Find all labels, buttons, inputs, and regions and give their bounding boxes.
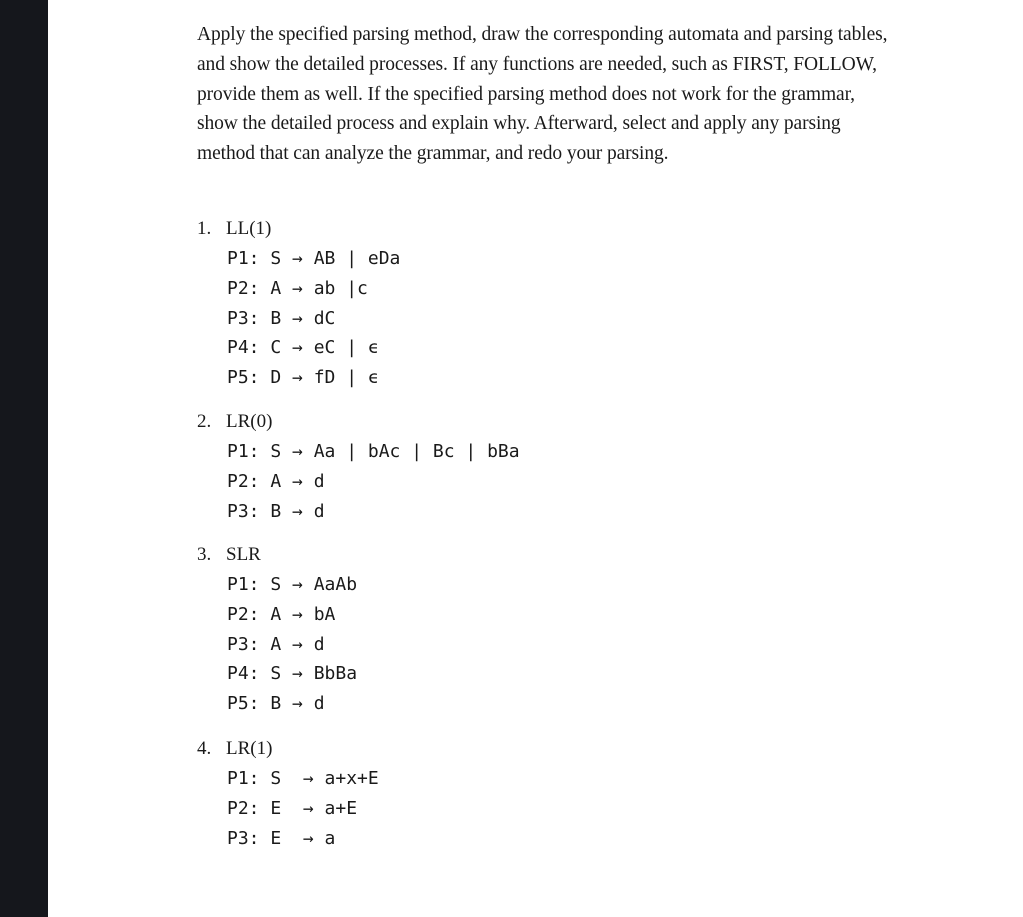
grammar-rule: P3: B → d — [227, 500, 325, 522]
grammar-rule: P2: E → a+E — [227, 797, 358, 819]
problem-heading — [197, 407, 520, 437]
problem-method: SLR — [226, 544, 261, 565]
grammar-rule: P5: B → d — [227, 693, 325, 715]
problem-ll1 — [197, 214, 400, 393]
problem-heading — [197, 540, 357, 570]
grammar-rule: P1: S → Aa | bAc | Bc | bBa — [227, 441, 520, 462]
problem-heading — [197, 214, 400, 244]
problem-slr — [197, 540, 357, 719]
grammar-rules — [227, 437, 520, 526]
grammar-rule: P1: S → AaAb — [227, 574, 358, 595]
grammar-rule: P5: D → fD | ϵ — [227, 367, 379, 389]
left-dark-sidebar — [0, 0, 48, 917]
grammar-rule: P1: S → AB | eDa — [227, 248, 401, 269]
instructions-paragraph: Apply the specified parsing method, draw the corresponding automata and parsing tables, and show the detailed processes. If any functions are needed, such as FIRST, FOLLOW, provide them as well. If the specified parsing method does not work for the grammar, show the detailed process and explain why. Afterward, select and apply any parsing method that can analyze the grammar, and redo your parsing. — [197, 24, 888, 165]
problem-lr0 — [197, 407, 520, 526]
grammar-rule: P2: A → d — [227, 470, 325, 492]
problem-method: LR(0) — [226, 411, 273, 432]
problem-method: LL(1) — [226, 218, 272, 239]
document-content — [197, 20, 897, 849]
problem-method: LR(1) — [226, 738, 273, 759]
grammar-rule: P4: S → BbBa — [227, 663, 358, 685]
grammar-rule: P1: S → a+x+E — [227, 768, 379, 789]
grammar-rules — [227, 764, 379, 853]
problem-number: 1. — [197, 218, 212, 239]
grammar-rule: P3: B → dC — [227, 307, 336, 329]
problem-number: 3. — [197, 544, 212, 565]
grammar-rule: P3: A → d — [227, 633, 325, 655]
problem-number: 4. — [197, 738, 212, 759]
problem-number: 2. — [197, 411, 212, 432]
problem-heading — [197, 734, 379, 764]
grammar-rule: P2: A → ab |c — [227, 277, 368, 299]
grammar-rule: P3: E → a — [227, 827, 336, 849]
problem-lr1 — [197, 734, 379, 853]
grammar-rules — [227, 244, 400, 393]
grammar-rules — [227, 570, 357, 719]
grammar-rule: P4: C → eC | ϵ — [227, 337, 379, 359]
grammar-rule: P2: A → bA — [227, 603, 336, 625]
